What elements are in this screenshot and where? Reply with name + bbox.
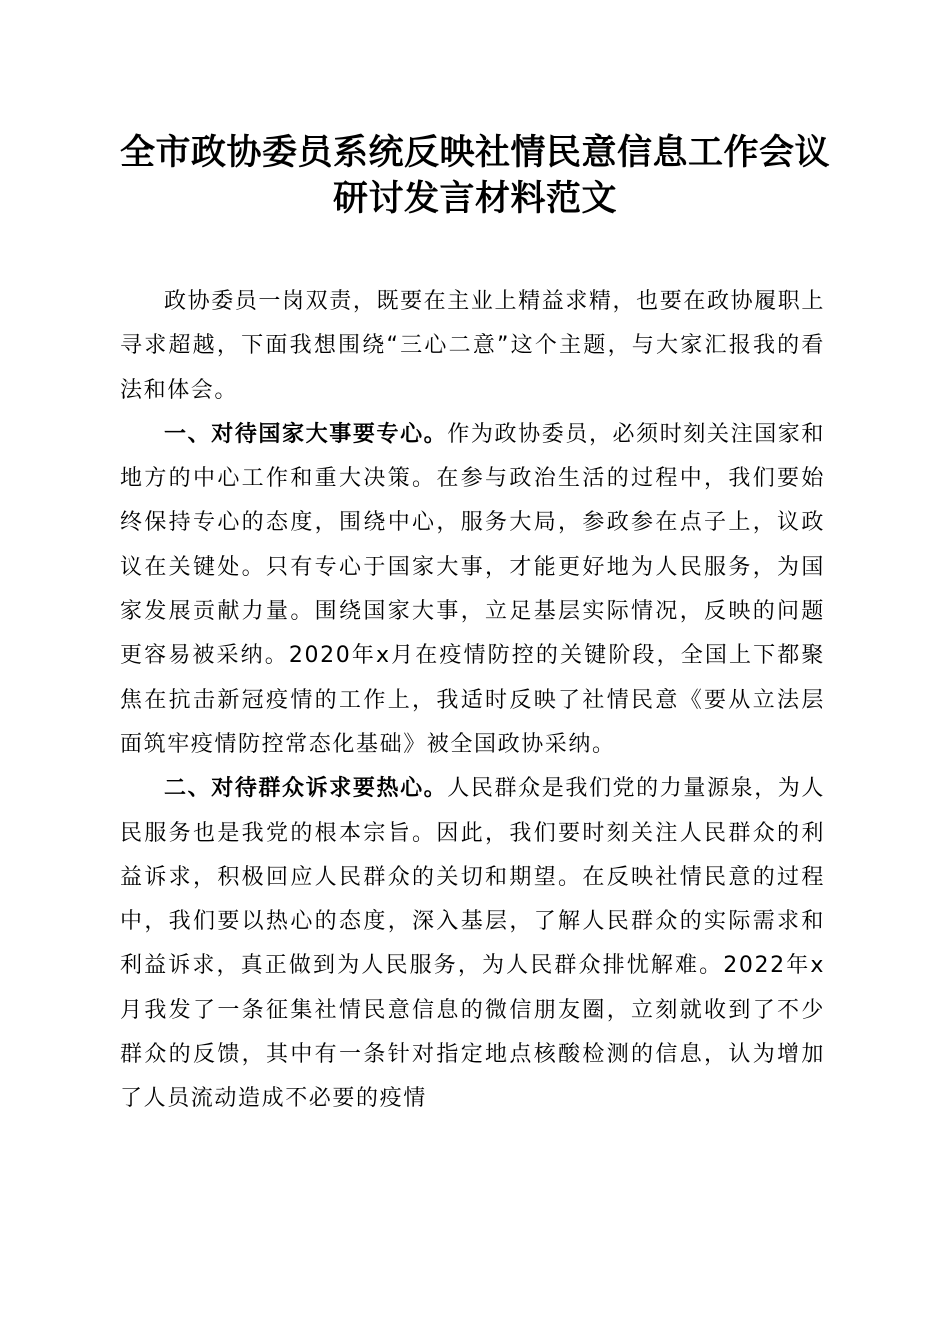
- title-line-2: 研讨发言材料范文: [332, 178, 617, 219]
- paragraph-text: 作为政协委员，必须时刻关注国家和地方的中心工作和重大决策。在参与政治生活的过程中，我们要始终保持专心的态度，围绕中心，服务大局，参政参在点子上，议政议在关键处。只有专心于国家大事，才能更好地为人民服务，为国家发展贡献力量。围绕国家大事，立足基层实际情况，反映的问题更容易被采纳。2020年x月在疫情防控的关键阶段，全国上下都聚焦在抗击新冠疫情的工作上，我适时反映了社情民意《要从立法层面筑牢疫情防控常态化基础》被全国政协采纳。: [120, 421, 826, 757]
- paragraph-text: 人民群众是我们党的力量源泉，为人民服务也是我党的根本宗旨。因此，我们要时刻关注人民群众的利益诉求，积极回应人民群众的关切和期望。在反映社情民意的过程中，我们要以热心的态度，深入基层，了解人民群众的实际需求和利益诉求，真正做到为人民服务，为人民群众排忧解难。2022年x月我发了一条征集社情民意信息的微信朋友圈，立刻就收到了不少群众的反馈，其中有一条针对指定地点核酸检测的信息，认为增加了人员流动造成不必要的疫情: [120, 776, 826, 1112]
- document-body: [120, 280, 825, 1122]
- title-line-1: 全市政协委员系统反映社情民意信息工作会议: [119, 132, 830, 173]
- paragraph-section-1: [120, 413, 825, 767]
- paragraph-lead: 一、对待国家大事要专心。: [164, 421, 448, 447]
- paragraph-section-2: [120, 767, 825, 1121]
- document-title: [80, 130, 870, 222]
- paragraph-intro: [120, 280, 825, 413]
- paragraph-text: 政协委员一岗双责，既要在主业上精益求精，也要在政协履职上寻求超越，下面我想围绕“三心二意”这个主题，与大家汇报我的看法和体会。: [120, 289, 825, 403]
- paragraph-lead: 二、对待群众诉求要热心。: [164, 776, 448, 802]
